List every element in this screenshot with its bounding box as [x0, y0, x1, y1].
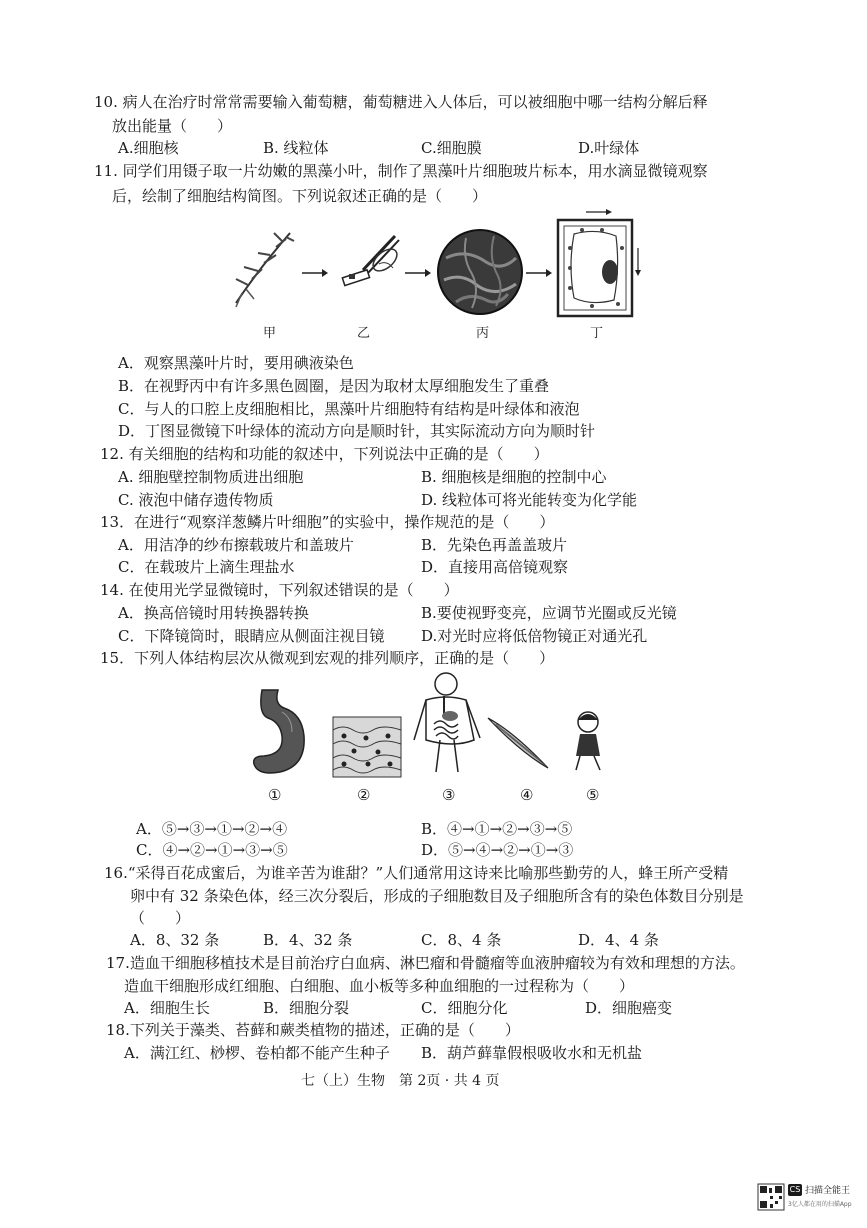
q17-stem-line2: 造血干细胞形成红细胞、白细胞、血小板等多种血细胞的一过程称为（ ）: [124, 977, 635, 995]
q12-option-b: B. 细胞核是细胞的控制中心: [421, 468, 607, 486]
digestive-system-figure: [412, 670, 492, 774]
q12-option-a: A. 细胞壁控制物质进出细胞: [118, 468, 304, 486]
q18-stem: 18.下列关于藻类、苔藓和蕨类植物的描述，正确的是（ ）: [106, 1021, 520, 1039]
q16-option-b: B．4、32 条: [263, 931, 353, 949]
figure-caption-ding: 丁: [590, 326, 604, 341]
q13-option-d: D．直接用高倍镜观察: [421, 558, 569, 576]
figure-caption-jia: 甲: [263, 326, 277, 341]
q11-stem-line1: 11. 同学们用镊子取一片幼嫩的黑藻小叶，制作了黑藻叶片细胞玻片标本，用水滴显微镜观察: [94, 162, 708, 180]
arrow-right-icon: [526, 268, 552, 278]
q14-option-b: B.要使视野变亮，应调节光圈或反光镜: [421, 604, 677, 622]
figure-label-3: ③: [442, 786, 456, 804]
q10-stem-line2: 放出能量（ ）: [112, 117, 233, 135]
q16-option-a: A．8、32 条: [130, 931, 220, 949]
figure-caption-yi: 乙: [357, 326, 371, 341]
q11-option-c: C．与人的口腔上皮细胞相比，黑藻叶片细胞特有结构是叶绿体和液泡: [118, 400, 580, 418]
q13-option-c: C．在载玻片上滴生理盐水: [118, 558, 295, 576]
arrow-right-icon: [405, 268, 431, 278]
q14-option-c: C．下降镜筒时，眼睛应从侧面注视目镜: [118, 627, 385, 645]
q16-stem-line2: 卵中有 32 条染色体，经三次分裂后，形成的子细胞数目及子细胞所含有的染色体数目分别是: [130, 887, 744, 905]
q12-option-c: C. 液泡中储存遗传物质: [118, 491, 274, 509]
microscope-field-figure: [436, 228, 524, 316]
q12-option-d: D. 线粒体可将光能转变为化学能: [421, 491, 638, 509]
arrow-right-icon: [302, 268, 328, 278]
q17-option-b: B．细胞分裂: [263, 999, 350, 1017]
figure-label-1: ①: [268, 786, 282, 804]
q16-option-d: D．4、4 条: [578, 931, 659, 949]
q10-stem-line1: 10. 病人在治疗时常常需要输入葡萄糖，葡萄糖进入人体后，可以被细胞中哪一结构分解后释: [94, 93, 708, 111]
figure-label-2: ②: [357, 786, 371, 804]
muscle-cell-figure: [484, 712, 554, 772]
q17-option-a: A．细胞生长: [124, 999, 210, 1017]
q11-stem-line2: 后，绘制了细胞结构简图。下列说叙述正确的是（ ）: [112, 187, 488, 205]
q10-option-c: C.细胞膜: [421, 139, 482, 157]
q18-option-a: A．满江红、桫椤、卷柏都不能产生种子: [124, 1044, 390, 1062]
q10-option-d: D.叶绿体: [578, 139, 640, 157]
q11-option-b: B．在视野丙中有许多黑色圆圈，是因为取材太厚细胞发生了重叠: [118, 377, 550, 395]
tweezers-slide-figure: [335, 230, 415, 300]
epithelial-tissue-figure: [332, 716, 402, 778]
figure-caption-bing: 丙: [476, 326, 490, 341]
human-girl-figure: [568, 710, 608, 774]
q10-option-a: A.细胞核: [118, 139, 179, 157]
q14-option-a: A．换高倍镜时用转换器转换: [118, 604, 309, 622]
q10-option-b: B. 线粒体: [263, 139, 329, 157]
page-footer: 七（上）生物 第 2页 · 共 4 页: [301, 1073, 500, 1089]
q15-option-d: D．⑤→④→②→①→③: [421, 841, 574, 859]
scanner-watermark: [756, 1178, 858, 1218]
figure-label-4: ④: [520, 786, 534, 804]
stomach-organ-figure: [248, 688, 308, 776]
watermark-subtitle: 3亿人都在用的扫描App: [788, 1201, 852, 1208]
q15-stem: 15．下列人体结构层次从微观到宏观的排列顺序，正确的是（ ）: [100, 649, 555, 667]
q17-stem-line1: 17.造血干细胞移植技术是目前治疗白血病、淋巴瘤和骨髓瘤等血液肿瘤较为有效和理想的方法。: [106, 954, 745, 972]
q14-stem: 14. 在使用光学显微镜时，下列叙述错误的是（ ）: [100, 581, 459, 599]
figure-label-5: ⑤: [586, 786, 600, 804]
aquatic-plant-sprig-figure: [228, 225, 298, 315]
q13-option-a: A．用洁净的纱布擦载玻片和盖玻片: [118, 536, 354, 554]
q17-option-c: C．细胞分化: [421, 999, 508, 1017]
q17-option-d: D．细胞癌变: [585, 999, 673, 1017]
q12-stem: 12. 有关细胞的结构和功能的叙述中，下列说法中正确的是（ ）: [100, 445, 549, 463]
q15-option-a: A．⑤→③→①→②→④: [136, 820, 288, 838]
plant-cell-diagram: [552, 208, 642, 320]
q15-option-c: C．④→②→①→③→⑤: [136, 841, 288, 859]
q11-option-a: A．观察黑藻叶片时，要用碘液染色: [118, 354, 354, 372]
q16-stem-line1: 16.“采得百花成蜜后，为谁辛苦为谁甜？”人们通常用这诗来比喻那些勤劳的人，蜂王所产受精: [104, 864, 729, 882]
watermark-brand: 扫描全能王: [805, 1186, 851, 1196]
cs-logo-badge: CS: [789, 1185, 801, 1194]
q14-option-d: D.对光时应将低倍物镜正对通光孔: [421, 627, 648, 645]
q13-stem: 13．在进行“观察洋葱鳞片叶细胞”的实验中，操作规范的是（ ）: [100, 513, 555, 531]
q11-option-d: D．丁图显微镜下叶绿体的流动方向是顺时针，其实际流动方向为顺时针: [118, 422, 596, 440]
qr-code-icon: [758, 1184, 784, 1210]
q16-option-c: C．8、4 条: [421, 931, 502, 949]
q15-option-b: B．④→①→②→③→⑤: [421, 820, 573, 838]
q16-stem-line3: （ ）: [130, 909, 191, 927]
q13-option-b: B．先染色再盖盖玻片: [421, 536, 568, 554]
q18-option-b: B．葫芦藓靠假根吸收水和无机盐: [421, 1044, 643, 1062]
